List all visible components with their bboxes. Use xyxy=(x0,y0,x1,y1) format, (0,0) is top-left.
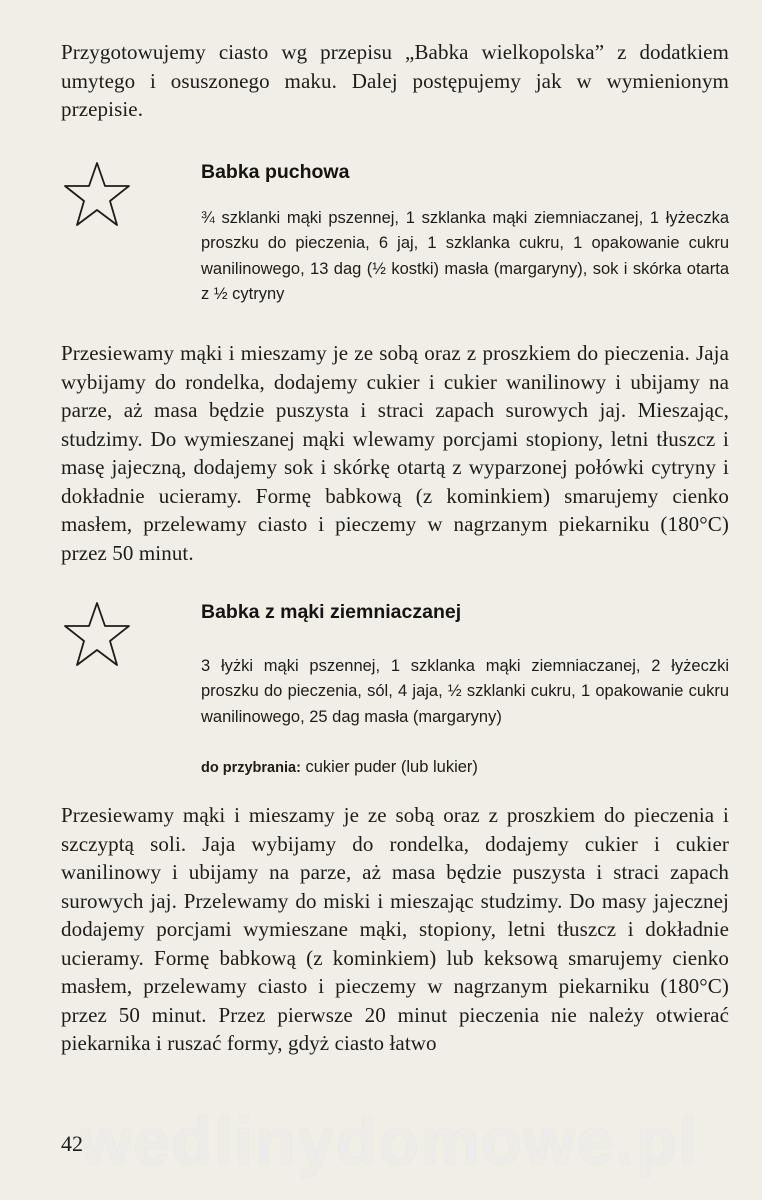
star-icon xyxy=(62,160,132,228)
recipe-title: Babka puchowa xyxy=(201,161,350,183)
recipe-title: Babka z mąki ziemniaczanej xyxy=(201,601,462,623)
ingredients-list: ¾ szklanki mąki pszennej, 1 szklanka mąki ziemniaczanej, 1 łyżeczka proszku do pieczenia, 6 jaj, 1 szklanka cukru, 1 opakowanie cukru wanilinowego, 13 dag (½ kostki) masła (margaryny), sok i skórka otarta z ½ cytryny xyxy=(201,209,729,303)
garnish-label: do przybrania: xyxy=(201,760,301,776)
garnish-text: cukier puder (lub lukier) xyxy=(300,758,478,776)
watermark: wedlinydomowe.pl xyxy=(80,1104,699,1178)
method-paragraph: Przesiewamy mąki i mieszamy je ze sobą oraz z proszkiem do pieczenia. Jaja wybijamy do rondelka, dodajemy cukier i cukier wanilinowy i ubijamy na parze, aż masa będzie puszysta i straci zapach surowych jaj. Mieszając, studzimy. Do wymieszanej mąki wlewamy porcjami stopiony, letni tłuszcz i masę jajeczną, dodajemy sok i skórkę otartą z wyparzonej połówki cytryny i dokładnie ucieramy. Formę babkową (z kominkiem) smarujemy cienko masłem, przelewamy ciasto i pieczemy w nagrzanym piekarniku (180°C) przez 50 minut. xyxy=(61,341,729,565)
garnish-line xyxy=(201,755,478,781)
page-number: 42 xyxy=(61,1131,83,1156)
ingredients-list: 3 łyżki mąki pszennej, 1 szklanka mąki ziemniaczanej, 2 łyżeczki proszku do pieczenia, sól, 4 jaja, ½ szklanki cukru, 1 opakowanie cukru wanilinowego, 25 dag masła (margaryny) xyxy=(201,657,729,726)
intro-paragraph: Przygotowujemy ciasto wg przepisu „Babka wielkopolska” z dodatkiem umytego i osuszonego maku. Dalej postępujemy jak w wymienionym przepisie. xyxy=(61,40,729,121)
method-paragraph: Przesiewamy mąki i mieszamy je ze sobą oraz z proszkiem do pieczenia i szczyptą soli. Jaja wybijamy do rondelka, dodajemy cukier i cukier wanilinowy i ubijamy na parze, aż masa będzie puszysta i straci zapach surowych jaj. Przelewamy do miski i mieszając studzimy. Do masy jajecznej dodajemy porcjami wymieszane mąki, stopiony, letni tłuszcz i dokładnie ucieramy. Formę babkową (z kominkiem) lub keksową smarujemy cienko masłem, przelewamy ciasto i pieczemy w nagrzanym piekarniku (180°C) przez 50 minut. Przez pierwsze 20 minut pieczenia nie należy otwierać piekarnika i ruszać formy, gdyż ciasto łatwo xyxy=(61,803,729,1055)
star-icon xyxy=(62,600,132,668)
